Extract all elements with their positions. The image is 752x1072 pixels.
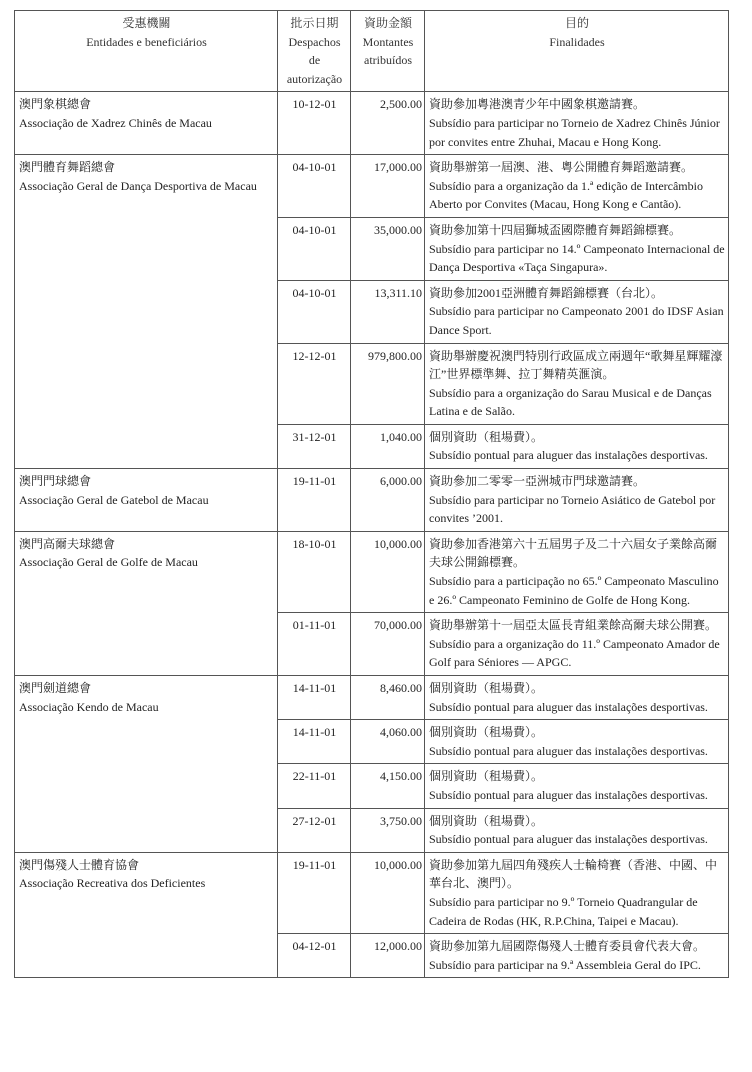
purpose-zh: 資助參加第九屆國際傷殘人士體育委員會代表大會。 bbox=[429, 939, 706, 954]
purpose-pt: Subsídio para participar no 9.º Torneio Quadrangular de Cadeira de Rodas (HK, R.P.China, Taipei e Macau). bbox=[429, 894, 698, 928]
purpose-pt: Subsídio para a participação no 65.º Campeonato Masculino e 26.º Campeonato Feminino de Golfe de Hong Kong. bbox=[429, 574, 719, 607]
authorization-date: 04-12-01 bbox=[278, 934, 351, 978]
purpose-zh: 資助舉辦第十一屆亞太區長青組業餘高爾夫球公開賽。 bbox=[429, 618, 718, 633]
header-purpose bbox=[425, 11, 729, 92]
grant-amount: 17,000.00 bbox=[351, 155, 425, 218]
header-purpose-pt: Finalidades bbox=[549, 34, 605, 49]
entity-cell bbox=[15, 155, 278, 469]
purpose-cell bbox=[425, 469, 729, 532]
header-date-zh: 批示日期 bbox=[290, 16, 339, 30]
authorization-date: 18-10-01 bbox=[278, 531, 351, 612]
purpose-zh: 個別資助（租場費）。 bbox=[429, 429, 544, 444]
purpose-pt: Subsídio pontual para aluguer das instalações desportivas. bbox=[429, 743, 708, 758]
purpose-cell bbox=[425, 531, 729, 612]
header-date-pt: Despachos de autorização bbox=[286, 34, 343, 86]
purpose-cell bbox=[425, 217, 729, 280]
purpose-zh: 資助參加第九屆四角殘疾人士輪椅賽（香港、中國、中華台北、澳門）。 bbox=[429, 857, 718, 891]
entity-name-zh: 澳門體育舞蹈總會 bbox=[19, 160, 116, 175]
grant-amount: 10,000.00 bbox=[351, 852, 425, 933]
purpose-pt: Subsídio para a organização do Sarau Musical e de Danças Latina e de Salão. bbox=[429, 385, 712, 419]
authorization-date: 10-12-01 bbox=[278, 92, 351, 155]
entity-name-pt: Associação de Xadrez Chinês de Macau bbox=[19, 115, 212, 130]
grant-amount: 4,060.00 bbox=[351, 720, 425, 764]
authorization-date: 14-11-01 bbox=[278, 676, 351, 720]
authorization-date: 27-12-01 bbox=[278, 808, 351, 852]
purpose-pt: Subsídio pontual para aluguer das instalações desportivas. bbox=[429, 787, 708, 802]
purpose-zh: 資助參加粵港澳青少年中國象棋邀請賽。 bbox=[429, 97, 646, 112]
purpose-zh: 資助參加第十四屆獅城盃國際體育舞蹈錦標賽。 bbox=[429, 222, 682, 237]
table-row bbox=[15, 155, 729, 218]
entity-name-pt: Associação Geral de Golfe de Macau bbox=[19, 555, 198, 570]
grant-amount: 8,460.00 bbox=[351, 676, 425, 720]
authorization-date: 12-12-01 bbox=[278, 343, 351, 424]
purpose-pt: Subsídio pontual para aluguer das instalações desportivas. bbox=[429, 699, 708, 714]
grant-amount: 12,000.00 bbox=[351, 934, 425, 978]
header-row bbox=[15, 11, 729, 92]
header-amount-pt: Montantes atribuídos bbox=[362, 34, 414, 68]
entity-name-pt: Associação Geral de Dança Desportiva de Macau bbox=[19, 178, 257, 193]
purpose-cell bbox=[425, 424, 729, 468]
grant-amount: 979,800.00 bbox=[351, 343, 425, 424]
table-row bbox=[15, 92, 729, 155]
purpose-zh: 資助參加2001亞洲體育舞蹈錦標賽（台北）。 bbox=[429, 285, 664, 300]
header-entity-zh: 受惠機關 bbox=[122, 16, 171, 30]
purpose-pt: Subsídio para participar no Torneio de Xadrez Chinês Júnior por convites entre Zhuhai, Macau e Hong Kong. bbox=[429, 115, 720, 149]
entity-cell bbox=[15, 676, 278, 853]
grant-amount: 10,000.00 bbox=[351, 531, 425, 612]
authorization-date: 14-11-01 bbox=[278, 720, 351, 764]
entity-cell bbox=[15, 531, 278, 675]
purpose-cell bbox=[425, 613, 729, 676]
purpose-pt: Subsídio para participar na 9.ª Assembleia Geral do IPC. bbox=[429, 957, 701, 972]
purpose-cell bbox=[425, 92, 729, 155]
header-entity-pt: Entidades e beneficiários bbox=[86, 34, 207, 49]
purpose-cell bbox=[425, 155, 729, 218]
header-entity bbox=[15, 11, 278, 92]
entity-name-zh: 澳門門球總會 bbox=[19, 474, 92, 489]
purpose-cell bbox=[425, 720, 729, 764]
authorization-date: 04-10-01 bbox=[278, 155, 351, 218]
header-amount bbox=[351, 11, 425, 92]
table-body bbox=[15, 92, 729, 978]
purpose-pt: Subsídio pontual para aluguer das instalações desportivas. bbox=[429, 448, 708, 463]
purpose-zh: 資助舉辦慶祝澳門特別行政區成立兩週年“歌舞星輝耀濠江”世界標準舞、拉丁舞精英滙演。 bbox=[429, 348, 723, 382]
header-purpose-zh: 目的 bbox=[564, 16, 589, 30]
entity-cell bbox=[15, 92, 278, 155]
purpose-zh: 個別資助（租場費）。 bbox=[429, 769, 544, 784]
grant-amount: 2,500.00 bbox=[351, 92, 425, 155]
grant-amount: 35,000.00 bbox=[351, 217, 425, 280]
purpose-cell bbox=[425, 808, 729, 852]
purpose-pt: Subsídio para participar no 14.º Campeonato Internacional de Dança Desportiva «Taça Singapura». bbox=[429, 241, 725, 275]
purpose-zh: 個別資助（租場費）。 bbox=[429, 681, 544, 695]
purpose-zh: 資助參加二零零一亞洲城市門球邀請賽。 bbox=[429, 474, 646, 489]
purpose-cell bbox=[425, 343, 729, 424]
authorization-date: 31-12-01 bbox=[278, 424, 351, 468]
grant-amount: 70,000.00 bbox=[351, 613, 425, 676]
header-date bbox=[278, 11, 351, 92]
purpose-pt: Subsídio pontual para aluguer das instalações desportivas. bbox=[429, 832, 708, 847]
purpose-cell bbox=[425, 676, 729, 720]
entity-cell bbox=[15, 852, 278, 978]
entity-name-zh: 澳門高爾夫球總會 bbox=[19, 536, 116, 551]
purpose-pt: Subsídio para participar no Campeonato 2001 do IDSF Asian Dance Sport. bbox=[429, 304, 724, 337]
entity-name-pt: Associação Recreativa dos Deficientes bbox=[19, 876, 206, 891]
grant-amount: 4,150.00 bbox=[351, 764, 425, 808]
header-amount-zh: 資助金額 bbox=[363, 16, 412, 30]
entity-cell bbox=[15, 469, 278, 532]
entity-name-zh: 澳門傷殘人士體育協會 bbox=[19, 857, 140, 872]
purpose-pt: Subsídio para a organização da 1.ª edição de Intercâmbio Aberto por Convites (Macau, Hong Kong e Cantão). bbox=[429, 178, 703, 212]
grants-table bbox=[14, 10, 729, 978]
entity-name-pt: Associação Geral de Gatebol de Macau bbox=[19, 492, 209, 507]
authorization-date: 04-10-01 bbox=[278, 280, 351, 343]
table-row bbox=[15, 676, 729, 720]
purpose-cell bbox=[425, 934, 729, 978]
authorization-date: 19-11-01 bbox=[278, 852, 351, 933]
grant-amount: 1,040.00 bbox=[351, 424, 425, 468]
entity-name-zh: 澳門劍道總會 bbox=[19, 681, 92, 695]
authorization-date: 22-11-01 bbox=[278, 764, 351, 808]
table-row bbox=[15, 531, 729, 612]
purpose-cell bbox=[425, 280, 729, 343]
purpose-zh: 資助舉辦第一屆澳、港、粵公開體育舞蹈邀請賽。 bbox=[429, 160, 694, 175]
purpose-zh: 個別資助（租場費）。 bbox=[429, 813, 544, 828]
purpose-cell bbox=[425, 852, 729, 933]
table-row bbox=[15, 852, 729, 933]
purpose-pt: Subsídio para participar no Torneio Asiático de Gatebol por convites ’2001. bbox=[429, 492, 716, 526]
authorization-date: 01-11-01 bbox=[278, 613, 351, 676]
grant-amount: 3,750.00 bbox=[351, 808, 425, 852]
purpose-cell bbox=[425, 764, 729, 808]
grant-amount: 6,000.00 bbox=[351, 469, 425, 532]
purpose-zh: 個別資助（租場費）。 bbox=[429, 725, 544, 740]
table-row bbox=[15, 469, 729, 532]
entity-name-zh: 澳門象棋總會 bbox=[19, 97, 92, 112]
purpose-zh: 資助參加香港第六十五屆男子及二十六屆女子業餘高爾夫球公開錦標賽。 bbox=[429, 536, 718, 570]
grant-amount: 13,311.10 bbox=[351, 280, 425, 343]
authorization-date: 04-10-01 bbox=[278, 217, 351, 280]
purpose-pt: Subsídio para a organização do 11.º Campeonato Amador de Golf para Séniores — APGC. bbox=[429, 636, 720, 670]
entity-name-pt: Associação Kendo de Macau bbox=[19, 699, 159, 714]
authorization-date: 19-11-01 bbox=[278, 469, 351, 532]
